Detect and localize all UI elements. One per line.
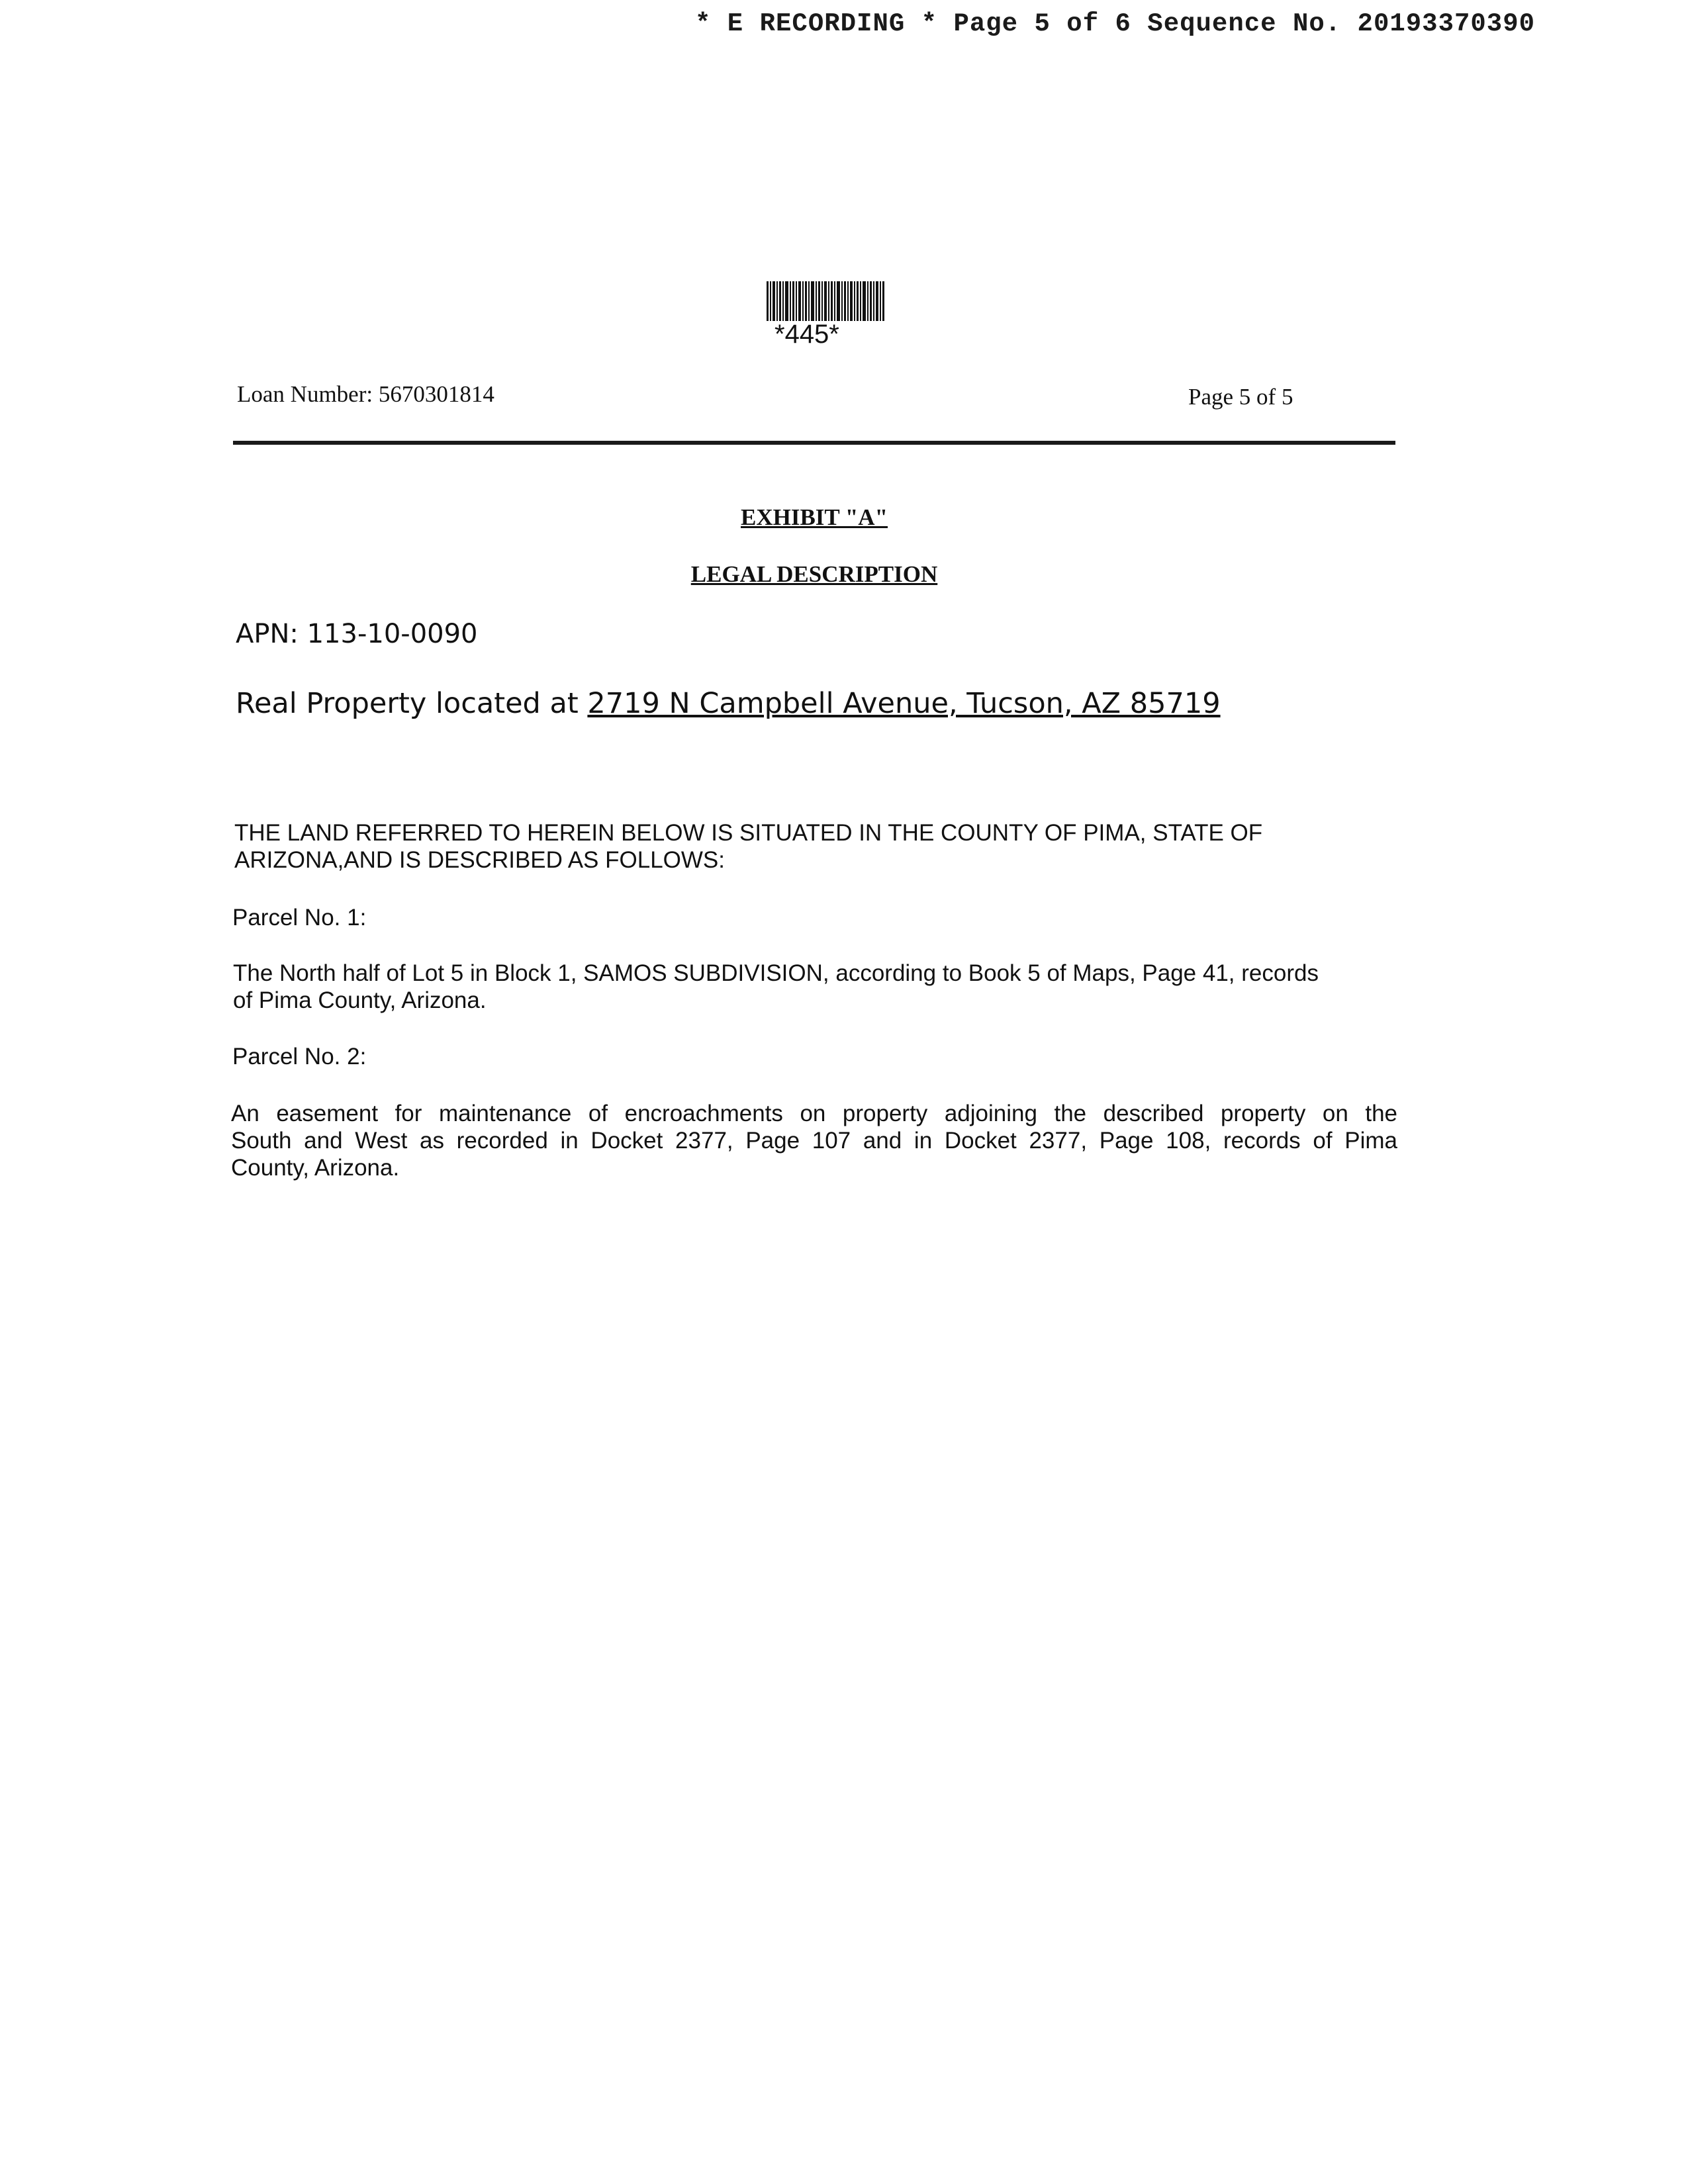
barcode-icon	[767, 281, 884, 321]
parcel-1-line-1: The North half of Lot 5 in Block 1, SAMOS SUBDIVISION, according to Book 5 of Maps, Page 41, records	[233, 960, 1319, 986]
apn-number: APN: 113-10-0090	[236, 619, 478, 649]
header-divider	[233, 441, 1395, 445]
parcel-1-label: Parcel No. 1:	[232, 905, 367, 931]
parcel-2-label: Parcel No. 2:	[232, 1044, 367, 1069]
page-number: Page 5 of 5	[1188, 384, 1293, 410]
parcel-1-line-2: of Pima County, Arizona.	[233, 987, 487, 1013]
recording-header: * E RECORDING * Page 5 of 6 Sequence No. 20193370390	[695, 9, 1535, 38]
barcode-number: *445*	[774, 320, 839, 349]
real-property-prefix: Real Property located at	[236, 687, 588, 720]
parcel-2-line-3: County, Arizona.	[231, 1155, 400, 1181]
parcel-2-line-1: An easement for maintenance of encroachments on property adjoining the described property on the	[231, 1101, 1397, 1126]
loan-number: Loan Number: 5670301814	[237, 381, 494, 407]
legal-description-title: LEGAL DESCRIPTION	[690, 561, 938, 587]
real-property-line	[236, 687, 1221, 720]
property-address: 2719 N Campbell Avenue, Tucson, AZ 85719	[587, 687, 1221, 720]
exhibit-title: EXHIBIT "A"	[740, 504, 888, 530]
parcel-1-description	[233, 960, 1398, 1014]
intro-paragraph	[234, 819, 1399, 874]
parcel-2-line-2: South and West as recorded in Docket 2377, Page 107 and in Docket 2377, Page 108, records of Pima	[231, 1128, 1397, 1154]
parcel-2-description	[231, 1100, 1397, 1181]
intro-line-2: ARIZONA,AND IS DESCRIBED AS FOLLOWS:	[234, 847, 725, 873]
intro-line-1: THE LAND REFERRED TO HEREIN BELOW IS SITUATED IN THE COUNTY OF PIMA, STATE OF	[234, 820, 1263, 846]
